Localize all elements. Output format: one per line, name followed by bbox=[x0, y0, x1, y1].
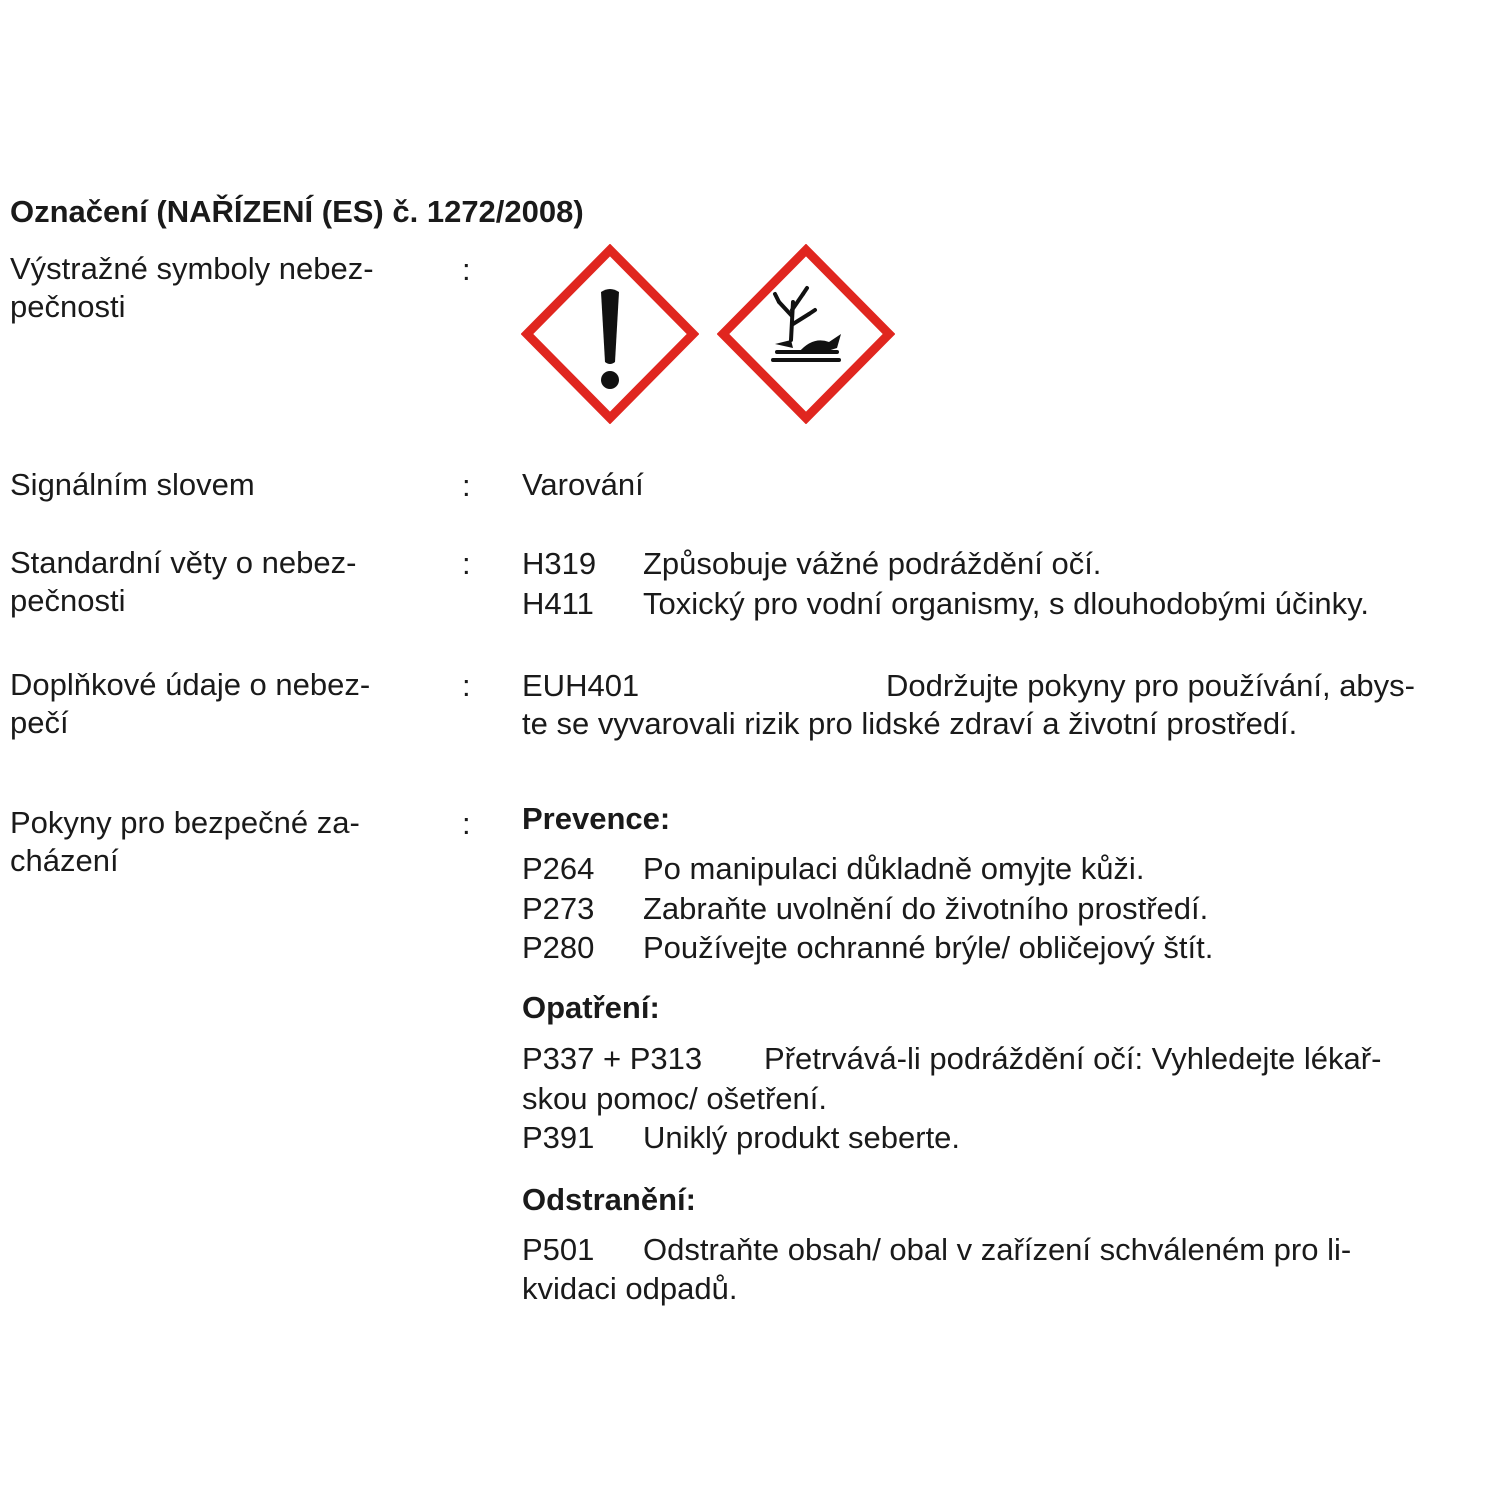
response-text: Uniklý produkt seberte. bbox=[643, 1120, 961, 1155]
supplemental-colon: : bbox=[462, 668, 471, 703]
supplemental-text-line2: te se vyvarovali rizik pro lidské zdraví a životní prostředí. bbox=[522, 706, 1298, 741]
disposal-title: Odstranění: bbox=[522, 1182, 696, 1217]
hazard-statements-label: Standardní věty o nebez- pečnosti bbox=[10, 545, 357, 618]
signal-word-label: Signálním slovem bbox=[10, 467, 255, 502]
response-code: P391 bbox=[522, 1120, 595, 1155]
disposal-code: P501 bbox=[522, 1232, 595, 1267]
prevention-code: P273 bbox=[522, 891, 595, 926]
prevention-code: P264 bbox=[522, 851, 595, 886]
response-code: P337 + P313 bbox=[522, 1041, 703, 1076]
hazard-code: H319 bbox=[522, 546, 597, 581]
precaution-label: Pokyny pro bezpečné za- cházení bbox=[10, 805, 360, 878]
response-text-line2: skou pomoc/ ošetření. bbox=[522, 1081, 827, 1116]
pictograms-colon: : bbox=[462, 252, 471, 287]
hazard-statements-colon: : bbox=[462, 546, 471, 581]
prevention-title: Prevence: bbox=[522, 801, 671, 836]
hazard-text: Toxický pro vodní organismy, s dlouhodobými účinky. bbox=[643, 586, 1369, 621]
pictograms-label: Výstražné symboly nebez- pečnosti bbox=[10, 251, 374, 324]
response-text-line1: Přetrvává-li podráždění očí: Vyhledejte lékař- bbox=[764, 1041, 1382, 1076]
hazard-code: H411 bbox=[522, 586, 594, 621]
hazard-text: Způsobuje vážné podráždění očí. bbox=[643, 546, 1102, 581]
section-heading: Označení (NAŘÍZENÍ (ES) č. 1272/2008) bbox=[10, 194, 584, 229]
prevention-text: Po manipulaci důkladně omyjte kůži. bbox=[643, 851, 1145, 886]
response-title: Opatření: bbox=[522, 990, 660, 1025]
environment-hazard-icon bbox=[717, 244, 895, 424]
exclamation-mark-icon bbox=[521, 244, 699, 424]
supplemental-text-line1: Dodržujte pokyny pro používání, abys- bbox=[886, 668, 1415, 703]
disposal-text-line1: Odstraňte obsah/ obal v zařízení schváleném pro li- bbox=[643, 1232, 1352, 1267]
signal-word-value: Varování bbox=[522, 467, 644, 502]
prevention-text: Používejte ochranné brýle/ obličejový štít. bbox=[643, 930, 1214, 965]
prevention-text: Zabraňte uvolnění do životního prostředí. bbox=[643, 891, 1209, 926]
supplemental-label: Doplňkové údaje o nebez- pečí bbox=[10, 667, 371, 740]
prevention-code: P280 bbox=[522, 930, 595, 965]
signal-word-colon: : bbox=[462, 468, 471, 503]
disposal-text-line2: kvidaci odpadů. bbox=[522, 1271, 738, 1306]
supplemental-code: EUH401 bbox=[522, 668, 640, 703]
precaution-colon: : bbox=[462, 806, 471, 841]
